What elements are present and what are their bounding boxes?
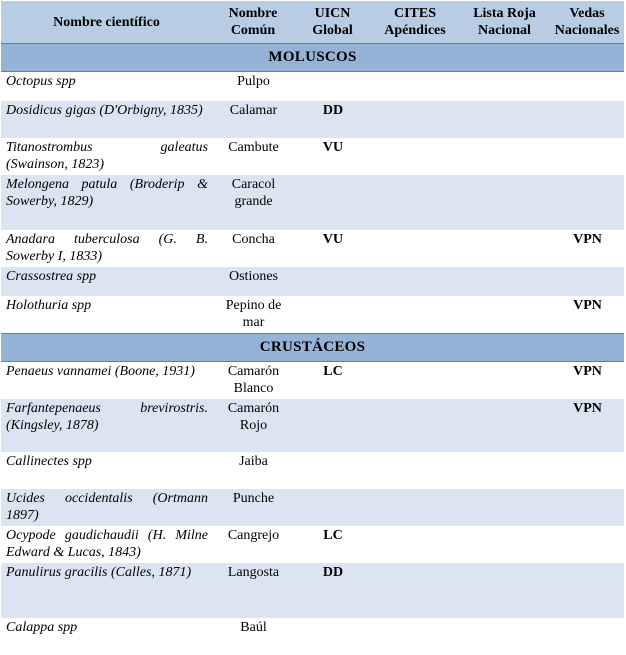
vedas-cell: VPN bbox=[550, 399, 624, 452]
cites-cell bbox=[371, 267, 459, 296]
vedas-cell: VPN bbox=[550, 296, 624, 334]
header-scientific-name: Nombre científico bbox=[53, 14, 160, 30]
cites-cell bbox=[371, 399, 459, 452]
lista-roja-cell bbox=[459, 72, 550, 101]
cites-cell bbox=[371, 618, 459, 655]
cites-cell bbox=[371, 563, 459, 618]
cites-cell bbox=[371, 138, 459, 175]
header-common-name: Nombre Común bbox=[228, 6, 278, 38]
table-row bbox=[1, 563, 624, 618]
uicn-cell: DD bbox=[294, 101, 371, 138]
header-vedas: Vedas Nacionales bbox=[554, 6, 620, 38]
scientific-name-cell: Octopus spp bbox=[1, 72, 212, 101]
vedas-cell bbox=[550, 267, 624, 296]
uicn-cell bbox=[294, 296, 371, 334]
table-row bbox=[1, 267, 624, 296]
table-row bbox=[1, 399, 624, 452]
vedas-cell bbox=[550, 618, 624, 655]
vedas-cell: VPN bbox=[550, 361, 624, 399]
cites-cell bbox=[371, 230, 459, 267]
table-row bbox=[1, 230, 624, 267]
lista-roja-cell bbox=[459, 526, 550, 563]
lista-roja-cell bbox=[459, 563, 550, 618]
header-cites: CITES Apéndices bbox=[384, 6, 446, 38]
table-body bbox=[1, 44, 624, 655]
vedas-cell: VPN bbox=[550, 230, 624, 267]
cites-cell bbox=[371, 452, 459, 489]
lista-roja-cell bbox=[459, 489, 550, 526]
scientific-name-cell: Penaeus vannamei (Boone, 1931) bbox=[1, 361, 212, 399]
table-row bbox=[1, 618, 624, 655]
lista-roja-cell bbox=[459, 452, 550, 489]
common-name-cell: Cangrejo bbox=[212, 526, 294, 563]
vedas-cell bbox=[550, 72, 624, 101]
lista-roja-cell bbox=[459, 101, 550, 138]
common-name-cell: Calamar bbox=[212, 101, 294, 138]
cites-cell bbox=[371, 72, 459, 101]
header-row bbox=[1, 1, 624, 44]
scientific-name-cell: Panulirus gracilis (Calles, 1871) bbox=[1, 563, 212, 618]
scientific-name-cell: Ucides occidentalis (Ortmann 1897) bbox=[1, 489, 212, 526]
cites-cell bbox=[371, 361, 459, 399]
cites-cell bbox=[371, 296, 459, 334]
vedas-cell bbox=[550, 563, 624, 618]
common-name-cell: Langosta bbox=[212, 563, 294, 618]
common-name-cell: Camarón Blanco bbox=[212, 361, 294, 399]
common-name-cell: Pepino de mar bbox=[212, 296, 294, 334]
table-row bbox=[1, 175, 624, 230]
common-name-cell: Pulpo bbox=[212, 72, 294, 101]
common-name-cell: Caracol grande bbox=[212, 175, 294, 230]
common-name-cell: Punche bbox=[212, 489, 294, 526]
scientific-name-cell: Crassostrea spp bbox=[1, 267, 212, 296]
uicn-cell: LC bbox=[294, 361, 371, 399]
vedas-cell bbox=[550, 489, 624, 526]
lista-roja-cell bbox=[459, 175, 550, 230]
lista-roja-cell bbox=[459, 138, 550, 175]
cites-cell bbox=[371, 489, 459, 526]
scientific-name-cell: Calappa spp bbox=[1, 618, 212, 655]
uicn-cell: DD bbox=[294, 563, 371, 618]
cites-cell bbox=[371, 175, 459, 230]
vedas-cell bbox=[550, 138, 624, 175]
scientific-name-cell: Holothuria spp bbox=[1, 296, 212, 334]
lista-roja-cell bbox=[459, 618, 550, 655]
section-title: CRUSTÁCEOS bbox=[1, 333, 624, 361]
uicn-cell: LC bbox=[294, 526, 371, 563]
header-lista-roja: Lista Roja Nacional bbox=[473, 6, 536, 38]
common-name-cell: Camarón Rojo bbox=[212, 399, 294, 452]
common-name-cell: Jaiba bbox=[212, 452, 294, 489]
table-row bbox=[1, 526, 624, 563]
uicn-cell bbox=[294, 452, 371, 489]
uicn-cell: VU bbox=[294, 230, 371, 267]
lista-roja-cell bbox=[459, 230, 550, 267]
vedas-cell bbox=[550, 452, 624, 489]
table-row bbox=[1, 361, 624, 399]
table-row bbox=[1, 101, 624, 138]
species-table bbox=[1, 1, 624, 655]
table-header bbox=[1, 1, 624, 44]
uicn-cell bbox=[294, 175, 371, 230]
scientific-name-cell: Farfantepenaeus brevirostris. (Kingsley, 1878) bbox=[1, 399, 212, 452]
uicn-cell bbox=[294, 267, 371, 296]
table-row bbox=[1, 452, 624, 489]
cites-cell bbox=[371, 101, 459, 138]
section-row bbox=[1, 44, 624, 72]
scientific-name-cell: Dosidicus gigas (D'Orbigny, 1835) bbox=[1, 101, 212, 138]
lista-roja-cell bbox=[459, 296, 550, 334]
uicn-cell bbox=[294, 618, 371, 655]
uicn-cell bbox=[294, 489, 371, 526]
scientific-name-cell: Melongena patula (Broderip & Sowerby, 1829) bbox=[1, 175, 212, 230]
vedas-cell bbox=[550, 101, 624, 138]
lista-roja-cell bbox=[459, 361, 550, 399]
table-row bbox=[1, 138, 624, 175]
common-name-cell: Cambute bbox=[212, 138, 294, 175]
lista-roja-cell bbox=[459, 399, 550, 452]
scientific-name-cell: Anadara tuberculosa (G. B. Sowerby I, 1833) bbox=[1, 230, 212, 267]
section-row bbox=[1, 333, 624, 361]
scientific-name-cell: Ocypode gaudichaudii (H. Milne Edward & Lucas, 1843) bbox=[1, 526, 212, 563]
table-row bbox=[1, 296, 624, 334]
uicn-cell bbox=[294, 399, 371, 452]
scientific-name-cell: Titanostrombus galeatus (Swainson, 1823) bbox=[1, 138, 212, 175]
common-name-cell: Ostiones bbox=[212, 267, 294, 296]
vedas-cell bbox=[550, 526, 624, 563]
cites-cell bbox=[371, 526, 459, 563]
lista-roja-cell bbox=[459, 267, 550, 296]
common-name-cell: Concha bbox=[212, 230, 294, 267]
uicn-cell: VU bbox=[294, 138, 371, 175]
common-name-cell: Baúl bbox=[212, 618, 294, 655]
vedas-cell bbox=[550, 175, 624, 230]
section-title: MOLUSCOS bbox=[1, 44, 624, 72]
table-row bbox=[1, 72, 624, 101]
uicn-cell bbox=[294, 72, 371, 101]
table-row bbox=[1, 489, 624, 526]
scientific-name-cell: Callinectes spp bbox=[1, 452, 212, 489]
header-uicn: UICN Global bbox=[312, 6, 353, 38]
